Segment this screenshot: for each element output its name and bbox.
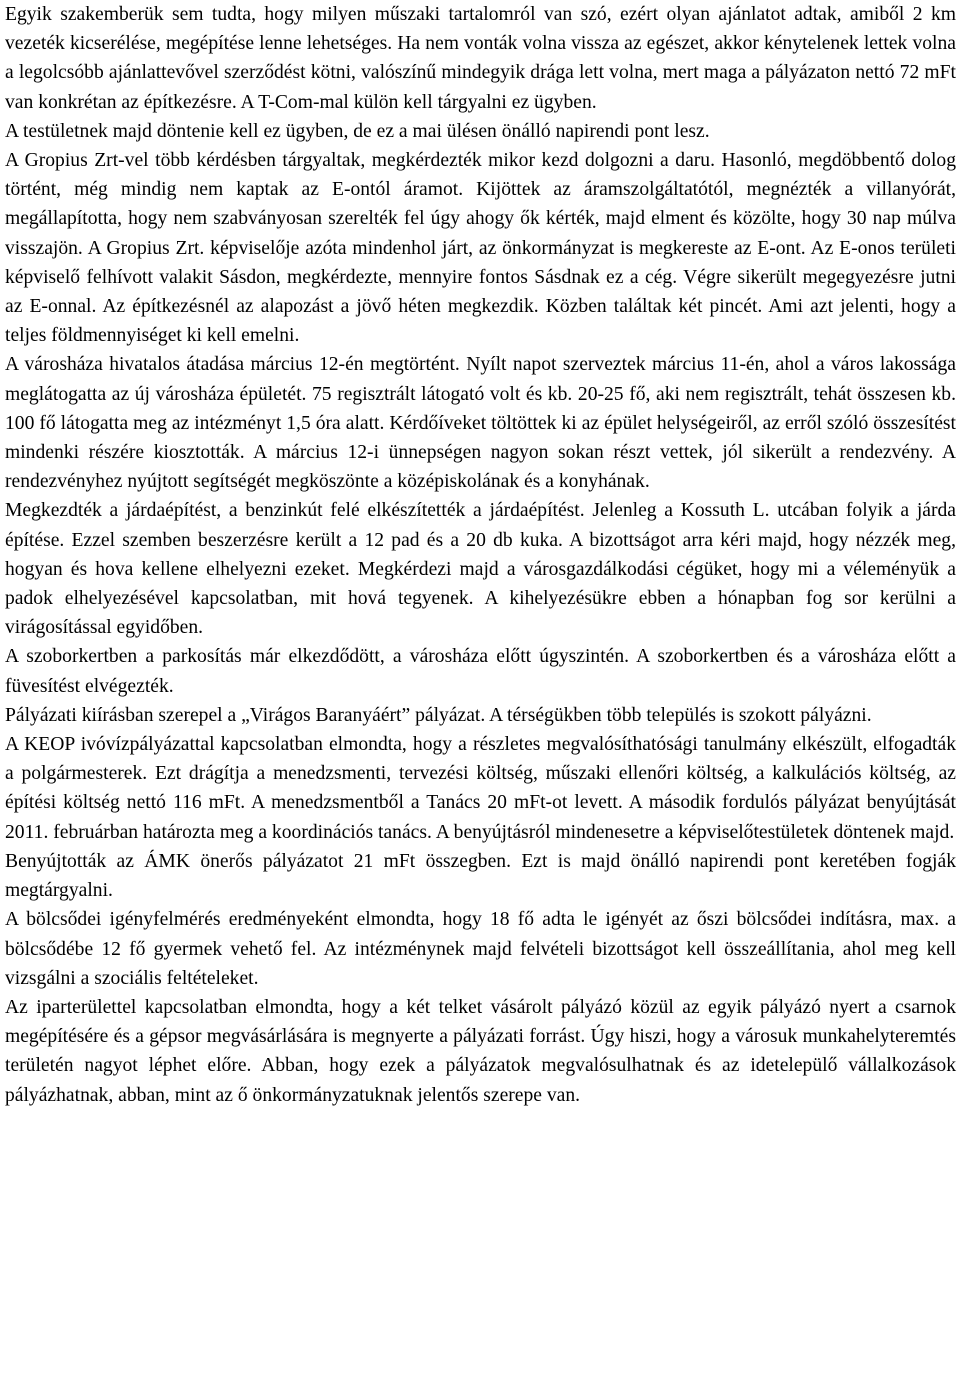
paragraph: Az iparterülettel kapcsolatban elmondta, hogy a két telket vásárolt pályázó közül az egyik pályázó nyert a csarnok megépítésére és a gépsor megvásárlására is megnyerte a pályázati forrást. Úgy hiszi, hogy a városuk munkahelyteremtés területén nagyot léphet előre. Abban, hogy ezek a pályázatok megvalósulhatnak és az idetelepülő vállalkozások pályázhatnak, abban, mint az ő önkormányzatuknak jelentős szerepe van.: [5, 996, 956, 1106]
paragraph: Megkezdték a járdaépítést, a benzinkút felé elkészítették a járdaépítést. Jelenleg a Kossuth L. utcában folyik a járda építése. Ezzel szemben beszerzésre került a 12 pad és a 20 db kuka. A bizottságot arra kéri majd, hogy nézzék meg, hogyan és hova kellene elhelyezni ezeket. Megkérdezi majd a városgazdálkodási cégüket, hogy mi a véleményük a padok elhelyezésével kapcsolatban, mit hová tegyenek. A kihelyezésükre ebben a hónapban fog sor kerülni a virágosítással egyidőben.: [5, 500, 956, 639]
paragraph: A bölcsődei igényfelmérés eredményeként elmondta, hogy 18 fő adta le igényét az őszi bölcsődei indításra, max. a bölcsődébe 12 fő gyermek vehető fel. Az intézménynek majd felvételi bizottságot kell összeállítania, ahol meg kell vizsgálni a szociális feltételeket.: [5, 909, 956, 989]
paragraph: A KEOP ivóvízpályázattal kapcsolatban elmondta, hogy a részletes megvalósíthatósági tanulmány elkészült, elfogadták a polgármesterek. Ezt drágítja a menedzsmenti, tervezési költség, műszaki ellenőri költség, a kalkulációs költség, az építési költség nettó 116 mFt. A menedzsmentből a Tanács 20 mFt-ot levett. A második fordulós pályázat benyújtását 2011. februárban határozta meg a koordinációs tanács. A benyújtásról mindenesetre a képviselőtestületek döntenek majd.: [5, 734, 956, 843]
paragraph: A szoborkertben a parkosítás már elkezdődött, a városháza előtt úgyszintén. A szoborkertben és a városháza előtt a füvesítést elvégezték.: [5, 646, 956, 697]
paragraph: A Gropius Zrt-vel több kérdésben tárgyaltak, megkérdezték mikor kezd dolgozni a daru. Hasonló, megdöbbentő dolog történt, még mindig nem kaptak az E-ontól áramot. Kijöttek az áramszolgáltatótól, megnézték a villanyórát, megállapította, hogy nem szabványosan szerelték fel úgy ahogy ők kérték, majd elment és közölte, hogy 30 nap múlva visszajön. A Gropius Zrt. képviselője azóta mindenhol járt, az önkormányzat is megkereste az E-ont. Az E-onos területi képviselő felhívott valakit Sásdon, megkérdezte, mennyire fontos Sásdnak ez a cég. Végre sikerült megegyezésre jutni az E-onnal. Az építkezésnél az alapozást a jövő héten megkezdik. Közben találtak két pincét. Ami azt jelenti, hogy a teljes földmennyiséget ki kell emelni.: [5, 150, 956, 347]
paragraph: A városháza hivatalos átadása március 12-én megtörtént. Nyílt napot szerveztek március 11-én, ahol a város lakossága meglátogatta az új városháza épületét. 75 regisztrált látogató volt és kb. 20-25 fő, aki nem regisztrált, tehát összesen kb. 100 fő látogatta meg az intézményt 1,5 óra alatt. Kérdőíveket töltöttek ki az épület helységeiről, az erről szóló összesítést mindenki részére kiosztották. A március 12-i ünnepségen nagyon sokan részt vettek, jól sikerült a rendezvény. A rendezvényhez nyújtott segítségét megköszönte a középiskolának és a konyhának.: [5, 354, 956, 493]
paragraph: A testületnek majd döntenie kell ez ügyben, de ez a mai ülésen önálló napirendi pont lesz.: [5, 120, 710, 142]
paragraph: Pályázati kiírásban szerepel a „Virágos Baranyáért” pályázat. A térségükben több település is szokott pályázni.: [5, 704, 872, 726]
paragraph: Egyik szakemberük sem tudta, hogy milyen műszaki tartalomról van szó, ezért olyan ajánlatot adtak, amiből 2 km vezeték kicserélése, megépítése lenne lehetséges. Ha nem vonták volna vissza az egészet, akkor kénytelenek lettek volna a legolcsóbb ajánlattevővel szerződést kötni, valószínű mindegyik drága lett volna, mert maga a pályázaton nettó 72 mFt van konkrétan az építkezésre. A T-Com-mal külön kell tárgyalni ez ügyben.: [5, 4, 956, 113]
paragraph: Benyújtották az ÁMK önerős pályázatot 21 mFt összegben. Ezt is majd önálló napirendi pont keretében fogják megtárgyalni.: [5, 850, 956, 902]
